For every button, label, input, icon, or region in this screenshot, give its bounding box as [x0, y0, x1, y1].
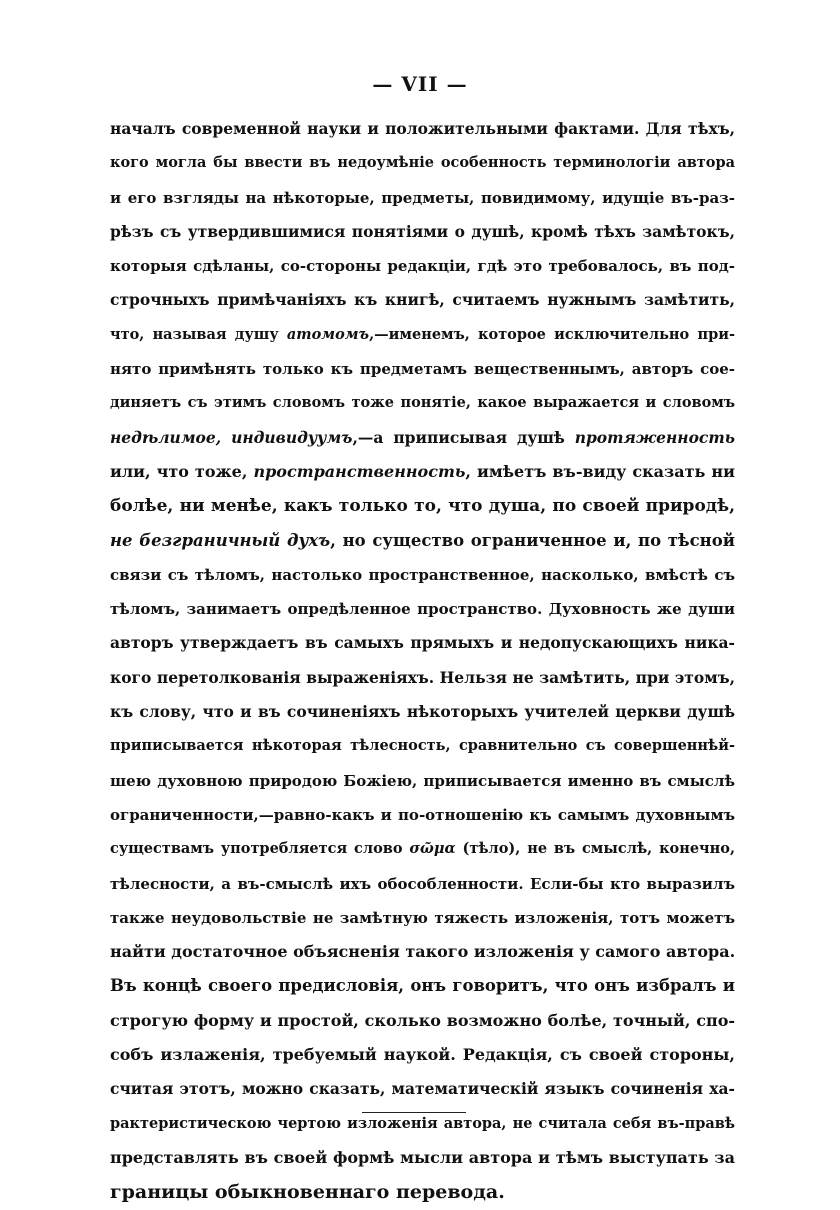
text-segment: считая этотъ, можно сказать, математическій языкъ сочиненія ха- [110, 1079, 735, 1099]
italic-term: атомомъ [286, 325, 370, 343]
text-line [110, 798, 735, 832]
italic-term: пространственность [253, 461, 466, 481]
text-line [110, 455, 735, 489]
text-line [110, 1175, 735, 1209]
text-segment: Въ концѣ своего предисловія, онъ говоритъ, что онъ избралъ и [110, 976, 735, 996]
text-segment: , но существо ограниченное и, по тѣсной [330, 530, 735, 550]
text-line [110, 901, 735, 935]
text-line [110, 181, 735, 215]
text-segment: связи съ тѣломъ, настолько пространственное, насколько, вмѣстѣ съ [110, 565, 735, 584]
text-segment: строгую форму и простой, сколько возможно болѣе, точный, спо- [110, 1010, 735, 1030]
text-line [110, 695, 735, 729]
text-segment: ,—а приписывая душѣ [352, 427, 575, 447]
text-segment: тѣломъ, занимаетъ опредѣленное пространство. Духовность же души [110, 600, 735, 619]
text-line [110, 249, 735, 283]
text-line [110, 318, 735, 352]
text-line [110, 386, 735, 420]
text-line [110, 215, 735, 249]
text-segment: что, называя душу [110, 325, 287, 343]
text-line [110, 592, 735, 626]
text-segment: также неудовольствіе не замѣтную тяжесть изложенія, тотъ можетъ [110, 908, 735, 927]
text-line [110, 146, 735, 180]
text-line [110, 969, 735, 1003]
text-line [110, 489, 735, 523]
text-segment: представлять въ своей формѣ мысли автора и тѣмъ выступать за [110, 1147, 735, 1167]
text-line [110, 352, 735, 386]
text-segment: ,—именемъ, которое исключительно при- [369, 325, 735, 343]
text-segment: къ слову, что и въ сочиненіяхъ нѣкоторыхъ учителей церкви душѣ [110, 702, 735, 722]
text-segment: , имѣетъ въ-виду сказать ни [465, 461, 735, 481]
text-segment: границы обыкновеннаго перевода. [110, 1181, 505, 1204]
text-line [110, 112, 735, 146]
text-line [110, 935, 735, 969]
text-line [110, 1072, 735, 1106]
text-segment: ограниченности,—равно-какъ и по-отношенію къ самымъ духовнымъ [110, 805, 735, 824]
text-segment: авторъ утверждаетъ въ самыхъ прямыхъ и недопускающихъ ника- [110, 633, 735, 653]
text-segment: шею духовною природою Божіею, приписывается именно въ смыслѣ [110, 771, 735, 790]
italic-term: σῶμα [409, 840, 456, 858]
text-segment: нято примѣнять только къ предметамъ вещественнымъ, авторъ сое- [110, 360, 735, 379]
text-segment: тѣлесности, а въ-смыслѣ ихъ обособленности. Если-бы кто выразилъ [110, 874, 735, 893]
text-segment: (тѣло), не въ смыслѣ, конечно, [455, 840, 735, 858]
end-rule [362, 1112, 466, 1113]
text-line [110, 1141, 735, 1175]
text-segment: строчныхъ примѣчаніяхъ къ книгѣ, считаемъ нужнымъ замѣтить, [110, 290, 735, 310]
italic-term: не безграничный духъ [110, 530, 331, 550]
text-line [110, 421, 735, 455]
text-line [110, 1004, 735, 1038]
text-segment: рѣзъ съ утвердившимися понятіями о душѣ, кромѣ тѣхъ замѣтокъ, [110, 221, 735, 241]
text-segment: кого могла бы ввести въ недоумѣніе особенность терминологіи автора [110, 154, 735, 172]
text-segment: началъ современной науки и положительными фактами. Для тѣхъ, [110, 119, 735, 138]
body-text [110, 112, 735, 1210]
text-segment: которыя сдѣланы, со-стороны редакціи, гдѣ это требовалось, въ под- [110, 257, 735, 276]
text-segment: приписывается нѣкоторая тѣлесность, сравнительно съ совершеннѣй- [110, 737, 735, 755]
text-line [110, 524, 735, 558]
text-line [110, 729, 735, 763]
text-segment: и его взгляды на нѣкоторые, предметы, повидимому, идущіе въ-раз- [110, 188, 735, 207]
text-line [110, 661, 735, 695]
text-line [110, 764, 735, 798]
text-line [110, 558, 735, 592]
text-line [110, 867, 735, 901]
text-segment: собъ излаженія, требуемый наукой. Редакція, съ своей стороны, [110, 1045, 735, 1065]
page-number: — VII — [372, 72, 468, 96]
text-line [110, 832, 735, 866]
text-line [110, 283, 735, 317]
text-segment: или, что тоже, [110, 461, 254, 481]
text-segment: существамъ употребляется слово [110, 840, 410, 858]
text-line [110, 1038, 735, 1072]
italic-term: протяженность [574, 427, 735, 447]
text-segment: болѣе, ни менѣе, какъ только то, что душа, по своей природѣ, [110, 496, 735, 517]
text-line [110, 626, 735, 660]
text-segment: найти достаточное объясненія такого изложенія у самого автора. [110, 942, 736, 962]
text-segment: кого перетолкованія выраженіяхъ. Нельзя не замѣтить, при этомъ, [110, 667, 735, 687]
italic-term: недѣлимое, индивидуумъ [110, 427, 353, 447]
text-segment: рактеристическою чертою изложенія автора, не считала себя въ-правѣ [110, 1114, 735, 1132]
text-segment: диняетъ съ этимъ словомъ тоже понятіе, какое выражается и словомъ [110, 394, 735, 412]
